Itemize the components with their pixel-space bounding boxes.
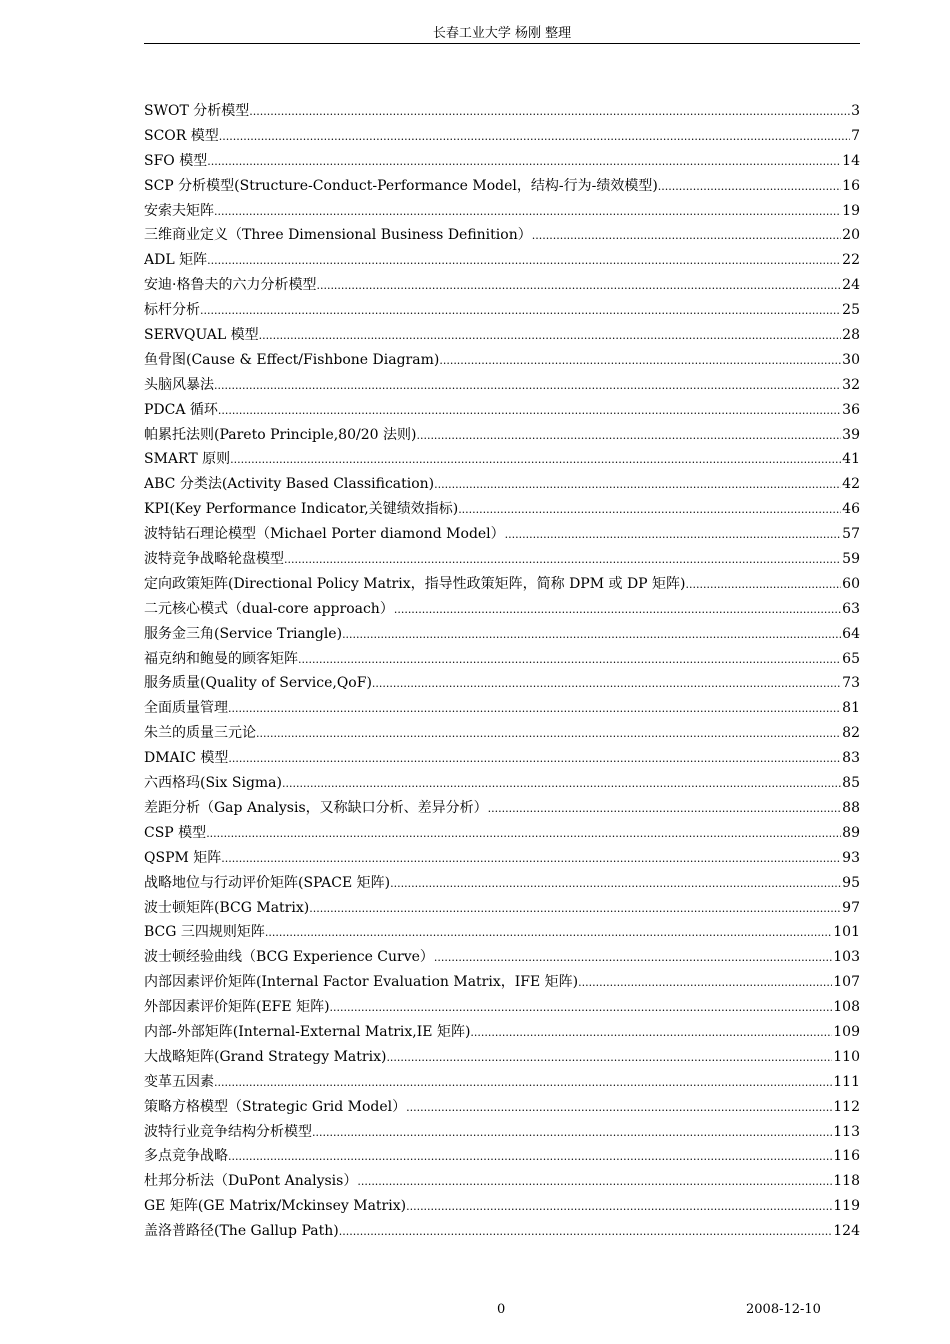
toc-entry[interactable] [144, 696, 860, 721]
toc-dot-leader [406, 1195, 832, 1219]
toc-entry-title: 大战略矩阵(Grand Strategy Matrix) [144, 1048, 387, 1065]
toc-entry-page-number: 28 [842, 327, 860, 344]
toc-entry-title: 鱼骨图(Cause & Effect/Fishbone Diagram) [144, 351, 440, 368]
toc-entry-page-number: 63 [842, 600, 860, 617]
toc-entry[interactable] [144, 248, 860, 273]
toc-dot-leader [265, 921, 832, 945]
toc-dot-leader [416, 424, 841, 448]
toc-entry[interactable] [144, 721, 860, 746]
toc-dot-leader [207, 249, 841, 273]
toc-entry[interactable] [144, 447, 860, 472]
toc-entry-title: 安索夫矩阵 [144, 202, 214, 219]
toc-dot-leader [505, 523, 842, 547]
toc-dot-leader [218, 399, 841, 423]
toc-entry-title: 头脑风暴法 [144, 376, 214, 393]
toc-entry-page-number: 113 [833, 1123, 860, 1140]
toc-entry-title: PDCA 循环 [144, 401, 218, 418]
toc-dot-leader [282, 772, 841, 796]
toc-entry-page-number: 89 [842, 824, 860, 841]
toc-entry[interactable] [144, 298, 860, 323]
toc-entry-page-number: 109 [833, 1023, 860, 1040]
toc-dot-leader [259, 324, 842, 348]
toc-entry-title: SERVQUAL 模型 [144, 327, 259, 344]
toc-entry-title: 服务金三角(Service Triangle) [144, 625, 343, 642]
toc-entry[interactable] [144, 547, 860, 572]
toc-entry-page-number: 88 [842, 799, 860, 816]
toc-dot-leader [458, 498, 841, 522]
toc-entry[interactable] [144, 1045, 860, 1070]
toc-entry-title: 二元核心模式（dual-core approach） [144, 600, 394, 617]
toc-dot-leader [386, 1046, 832, 1070]
toc-entry-page-number: 107 [833, 974, 860, 991]
toc-entry-title: 内部因素评价矩阵(Internal Factor Evaluation Matrix，IFE 矩阵) [144, 974, 579, 991]
toc-dot-leader [228, 697, 841, 721]
toc-entry[interactable] [144, 1070, 860, 1095]
toc-entry-title: 全面质量管理 [144, 700, 228, 717]
page-header: 长春工业大学 杨刚 整理 [432, 26, 572, 41]
toc-entry[interactable] [144, 323, 860, 348]
header-rule [144, 43, 860, 44]
toc-entry[interactable] [144, 846, 860, 871]
toc-entry-page-number: 41 [842, 451, 860, 468]
toc-entry-page-number: 32 [842, 376, 860, 393]
table-of-contents [144, 99, 860, 1244]
footer-page-number: 0 [497, 1302, 506, 1317]
toc-dot-leader [214, 1071, 832, 1095]
toc-entry[interactable] [144, 622, 860, 647]
toc-dot-leader [230, 448, 841, 472]
toc-entry-page-number: 20 [842, 227, 860, 244]
toc-entry[interactable] [144, 1194, 860, 1219]
toc-entry[interactable] [144, 796, 860, 821]
toc-entry-page-number: 83 [842, 750, 860, 767]
toc-entry-title: DMAIC 模型 [144, 750, 229, 767]
toc-entry-title: 六西格玛(Six Sigma) [144, 775, 282, 792]
toc-entry-page-number: 103 [833, 949, 860, 966]
toc-entry[interactable] [144, 1144, 860, 1169]
toc-entry[interactable] [144, 1219, 860, 1244]
toc-dot-leader [357, 1170, 832, 1194]
toc-entry-page-number: 112 [833, 1098, 860, 1115]
toc-entry-title: SCP 分析模型(Structure-Conduct-Performance Model，结构-行为-绩效模型) [144, 177, 658, 194]
toc-entry-page-number: 30 [842, 351, 860, 368]
toc-dot-leader [330, 996, 833, 1020]
toc-entry-title: 波特竞争战略轮盘模型 [144, 551, 284, 568]
toc-entry-title: 三维商业定义（Three Dimensional Business Definition） [144, 227, 532, 244]
toc-entry-page-number: 57 [842, 526, 860, 543]
toc-entry-page-number: 116 [833, 1148, 860, 1165]
toc-entry[interactable] [144, 497, 860, 522]
toc-entry-page-number: 101 [833, 924, 860, 941]
toc-dot-leader [470, 1021, 832, 1045]
toc-entry-title: KPI(Key Performance Indicator,关键绩效指标) [144, 501, 459, 518]
toc-entry[interactable] [144, 1169, 860, 1194]
footer-date: 2008-12-10 [746, 1302, 821, 1317]
toc-entry[interactable] [144, 597, 860, 622]
toc-entry[interactable] [144, 223, 860, 248]
toc-entry-title: 变革五因素 [144, 1073, 214, 1090]
toc-entry[interactable] [144, 572, 860, 597]
toc-entry-title: CSP 模型 [144, 824, 207, 841]
toc-entry-title: ABC 分类法(Activity Based Classification) [144, 476, 435, 493]
toc-dot-leader [207, 150, 841, 174]
toc-entry-page-number: 3 [851, 103, 860, 119]
toc-entry-page-number: 95 [842, 874, 860, 891]
toc-entry-page-number: 93 [842, 849, 860, 866]
toc-entry[interactable] [144, 995, 860, 1020]
toc-entry[interactable] [144, 373, 860, 398]
toc-entry-page-number: 64 [842, 625, 860, 642]
toc-dot-leader [256, 722, 841, 746]
toc-dot-leader [532, 224, 841, 248]
toc-entry[interactable] [144, 746, 860, 771]
toc-entry[interactable] [144, 871, 860, 896]
toc-entry-page-number: 22 [842, 252, 860, 269]
toc-dot-leader [339, 1220, 833, 1244]
toc-entry-title: 波特钻石理论模型（Michael Porter diamond Model） [144, 526, 505, 543]
toc-entry-title: 波士顿经验曲线（BCG Experience Curve） [144, 949, 434, 966]
toc-entry[interactable] [144, 174, 860, 199]
toc-entry-page-number: 60 [842, 575, 860, 592]
toc-dot-leader [284, 548, 841, 572]
toc-dot-leader [219, 125, 850, 149]
toc-entry-title: 多点竞争战略 [144, 1148, 228, 1165]
toc-entry-title: 策略方格模型（Strategic Grid Model） [144, 1098, 407, 1115]
toc-entry-page-number: 19 [842, 202, 860, 219]
toc-entry-title: 标杆分析 [144, 302, 200, 319]
toc-dot-leader [372, 672, 841, 696]
toc-dot-leader [434, 473, 841, 497]
toc-entry-page-number: 108 [833, 999, 860, 1016]
toc-entry[interactable] [144, 896, 860, 921]
toc-dot-leader [309, 897, 841, 921]
toc-entry[interactable] [144, 1020, 860, 1045]
toc-entry-title: 内部-外部矩阵(Internal-External Matrix,IE 矩阵) [144, 1023, 471, 1040]
toc-dot-leader [488, 797, 842, 821]
toc-dot-leader [228, 1145, 832, 1169]
toc-entry[interactable] [144, 472, 860, 497]
toc-dot-leader [406, 1096, 832, 1120]
toc-dot-leader [578, 971, 832, 995]
toc-dot-leader [686, 573, 842, 597]
toc-entry-title: 波士顿矩阵(BCG Matrix) [144, 899, 310, 916]
toc-entry-title: ADL 矩阵 [144, 252, 208, 269]
toc-entry-page-number: 119 [833, 1198, 860, 1215]
toc-dot-leader [298, 648, 841, 672]
toc-dot-leader [390, 872, 841, 896]
toc-entry-page-number: 25 [842, 302, 860, 319]
toc-entry[interactable] [144, 1095, 860, 1120]
toc-dot-leader [439, 349, 841, 373]
toc-entry-title: 福克纳和鲍曼的顾客矩阵 [144, 650, 298, 667]
toc-entry[interactable] [144, 920, 860, 945]
toc-dot-leader [221, 847, 841, 871]
toc-entry-title: SWOT 分析模型 [144, 103, 250, 119]
toc-entry-page-number: 16 [842, 177, 860, 194]
toc-entry-title: 朱兰的质量三元论 [144, 725, 256, 742]
toc-entry-page-number: 81 [842, 700, 860, 717]
toc-entry-page-number: 97 [842, 899, 860, 916]
toc-entry-title: 差距分析（Gap Analysis，又称缺口分析、差异分析） [144, 799, 488, 816]
toc-entry-title: 杜邦分析法（DuPont Analysis） [144, 1173, 358, 1190]
toc-entry-page-number: 65 [842, 650, 860, 667]
toc-entry[interactable] [144, 423, 860, 448]
toc-entry-page-number: 85 [842, 775, 860, 792]
toc-entry-page-number: 110 [833, 1048, 860, 1065]
toc-entry[interactable] [144, 945, 860, 970]
toc-entry[interactable] [144, 398, 860, 423]
toc-entry-title: 波特行业竞争结构分析模型 [144, 1123, 312, 1140]
toc-entry-title: 安迪·格鲁夫的六力分析模型 [144, 277, 317, 294]
toc-entry-page-number: 7 [851, 127, 860, 144]
toc-entry-title: 帕累托法则(Pareto Principle,80/20 法则) [144, 426, 417, 443]
toc-entry-page-number: 59 [842, 551, 860, 568]
toc-entry[interactable] [144, 273, 860, 298]
toc-entry-title: QSPM 矩阵 [144, 849, 222, 866]
toc-entry[interactable] [144, 821, 860, 846]
toc-dot-leader [228, 747, 841, 771]
toc-entry-page-number: 124 [833, 1223, 860, 1240]
toc-entry[interactable] [144, 199, 860, 224]
toc-entry[interactable] [144, 348, 860, 373]
toc-entry-title: 盖洛普路径(The Gallup Path) [144, 1223, 339, 1240]
toc-entry-title: SFO 模型 [144, 152, 208, 169]
toc-entry[interactable] [144, 149, 860, 174]
toc-entry-page-number: 73 [842, 675, 860, 692]
toc-dot-leader [434, 946, 832, 970]
toc-entry[interactable] [144, 970, 860, 995]
toc-dot-leader [249, 100, 850, 124]
toc-entry-title: 定向政策矩阵(Directional Policy Matrix，指导性政策矩阵，简称 DPM 或 DP 矩阵) [144, 575, 686, 592]
toc-entry-page-number: 46 [842, 501, 860, 518]
toc-entry-page-number: 42 [842, 476, 860, 493]
toc-dot-leader [214, 200, 841, 224]
toc-entry[interactable] [144, 522, 860, 547]
toc-dot-leader [312, 1121, 832, 1145]
toc-dot-leader [200, 299, 841, 323]
toc-entry-page-number: 82 [842, 725, 860, 742]
toc-dot-leader [342, 623, 841, 647]
toc-entry-title: SMART 原则 [144, 451, 231, 468]
toc-entry[interactable] [144, 1120, 860, 1145]
toc-entry-page-number: 14 [842, 152, 860, 169]
toc-dot-leader [658, 175, 841, 199]
toc-dot-leader [316, 274, 841, 298]
toc-entry-page-number: 118 [833, 1173, 860, 1190]
toc-entry[interactable] [144, 99, 860, 124]
toc-entry[interactable] [144, 124, 860, 149]
toc-entry-title: 外部因素评价矩阵(EFE 矩阵) [144, 999, 330, 1016]
toc-dot-leader [394, 598, 841, 622]
toc-entry-page-number: 111 [833, 1073, 860, 1090]
toc-dot-leader [214, 374, 841, 398]
toc-entry-title: GE 矩阵(GE Matrix/Mckinsey Matrix) [144, 1198, 407, 1215]
toc-entry[interactable] [144, 771, 860, 796]
toc-dot-leader [206, 822, 841, 846]
toc-entry[interactable] [144, 671, 860, 696]
toc-entry-title: BCG 三四规则矩阵 [144, 924, 265, 941]
toc-entry-page-number: 39 [842, 426, 860, 443]
toc-entry-page-number: 36 [842, 401, 860, 418]
toc-entry-title: 战略地位与行动评价矩阵(SPACE 矩阵) [144, 874, 391, 891]
toc-entry-title: SCOR 模型 [144, 127, 219, 144]
toc-entry[interactable] [144, 647, 860, 672]
toc-entry-page-number: 24 [842, 277, 860, 294]
toc-entry-title: 服务质量(Quality of Service,QoF) [144, 675, 372, 692]
